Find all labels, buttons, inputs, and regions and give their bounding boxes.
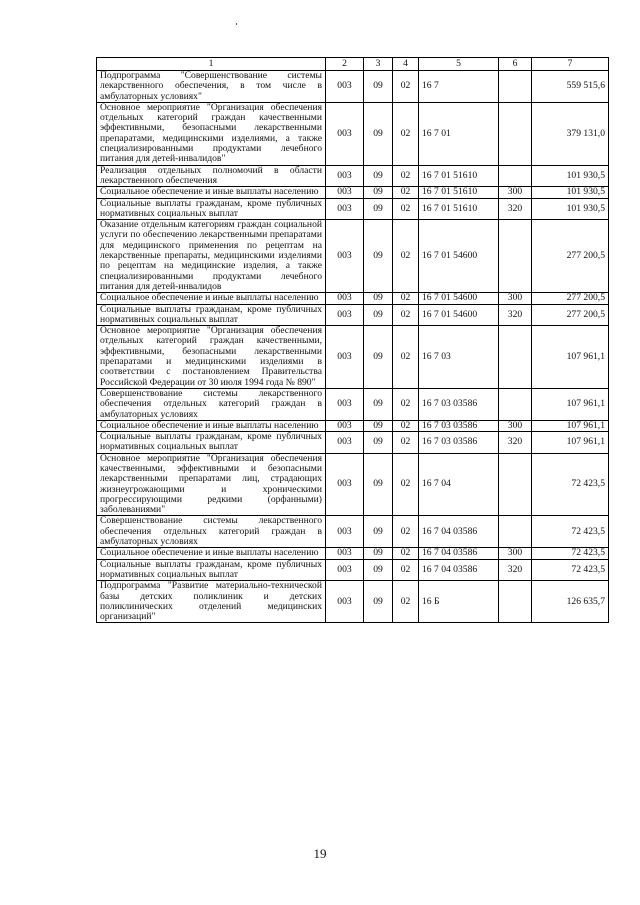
row-admin-code: 003: [326, 388, 364, 420]
row-section-code: 09: [364, 71, 393, 103]
header-cell: 4: [393, 58, 419, 71]
row-admin-code: 003: [326, 220, 364, 293]
table-body: [97, 71, 609, 623]
row-expense-type: 320: [499, 304, 532, 326]
row-admin-code: 003: [326, 187, 364, 198]
row-name: Социальные выплаты гражданам, кроме публичных нормативных социальных выплат: [97, 304, 326, 326]
row-subsection-code: 02: [393, 548, 419, 559]
row-amount: 277 200,5: [532, 220, 609, 293]
row-target-code: 16 7: [419, 71, 499, 103]
row-name: Основное мероприятие "Организация обеспечения отдельных категорий граждан качественными эффективными, безопасными лекарственными препаратами, медицинскими изделиями, а также специализированными продуктами лечебного питания для детей-инвалидов": [97, 102, 326, 165]
row-expense-type: [499, 71, 532, 103]
row-section-code: 09: [364, 548, 393, 559]
row-subsection-code: 02: [393, 326, 419, 389]
row-section-code: 09: [364, 516, 393, 548]
table-row: [97, 220, 609, 293]
row-amount: 277 200,5: [532, 293, 609, 304]
table-row: [97, 165, 609, 187]
row-name: Социальные выплаты гражданам, кроме публичных нормативных социальных выплат: [97, 198, 326, 220]
row-subsection-code: 02: [393, 516, 419, 548]
row-admin-code: 003: [326, 548, 364, 559]
row-amount: 101 930,5: [532, 198, 609, 220]
row-section-code: 09: [364, 304, 393, 326]
row-subsection-code: 02: [393, 581, 419, 623]
row-target-code: 16 Б: [419, 581, 499, 623]
table-header-row: [97, 58, 609, 71]
row-amount: 72 423,5: [532, 559, 609, 581]
row-admin-code: 003: [326, 453, 364, 516]
row-target-code: 16 7 03 03586: [419, 432, 499, 454]
header-cell: 3: [364, 58, 393, 71]
row-section-code: 09: [364, 581, 393, 623]
table-row: [97, 326, 609, 389]
header-cell: 7: [532, 58, 609, 71]
row-target-code: 16 7 04 03586: [419, 548, 499, 559]
row-amount: 101 930,5: [532, 187, 609, 198]
scan-mark: [236, 23, 237, 25]
table-row: [97, 304, 609, 326]
row-expense-type: 300: [499, 548, 532, 559]
table-row: [97, 102, 609, 165]
row-admin-code: 003: [326, 326, 364, 389]
row-name: Совершенствование системы лекарственного обеспечения отдельных категорий граждан в амбулаторных условиях: [97, 516, 326, 548]
row-target-code: 16 7 01 54600: [419, 304, 499, 326]
row-admin-code: 003: [326, 559, 364, 581]
row-target-code: 16 7 01 51610: [419, 198, 499, 220]
row-expense-type: 320: [499, 198, 532, 220]
row-expense-type: [499, 581, 532, 623]
page-number: 19: [313, 846, 327, 861]
row-target-code: 16 7 03 03586: [419, 420, 499, 431]
table-row: [97, 548, 609, 559]
row-target-code: 16 7 01: [419, 102, 499, 165]
row-target-code: 16 7 04: [419, 453, 499, 516]
table-row: [97, 71, 609, 103]
row-subsection-code: 02: [393, 71, 419, 103]
row-expense-type: 320: [499, 432, 532, 454]
row-target-code: 16 7 01 54600: [419, 293, 499, 304]
row-expense-type: [499, 220, 532, 293]
row-expense-type: 320: [499, 559, 532, 581]
header-cell: 2: [326, 58, 364, 71]
row-subsection-code: 02: [393, 220, 419, 293]
row-name: Совершенствование системы лекарственного обеспечения отдельных категорий граждан в амбулаторных условиях: [97, 388, 326, 420]
row-section-code: 09: [364, 326, 393, 389]
row-name: Социальное обеспечение и иные выплаты населению: [97, 187, 326, 198]
row-expense-type: 300: [499, 420, 532, 431]
row-admin-code: 003: [326, 516, 364, 548]
table-row: [97, 293, 609, 304]
row-target-code: 16 7 01 54600: [419, 220, 499, 293]
row-name: Социальное обеспечение и иные выплаты населению: [97, 548, 326, 559]
row-name: Реализация отдельных полномочий в области лекарственного обеспечения: [97, 165, 326, 187]
row-section-code: 09: [364, 559, 393, 581]
row-amount: 72 423,5: [532, 516, 609, 548]
row-amount: 379 131,0: [532, 102, 609, 165]
row-admin-code: 003: [326, 304, 364, 326]
row-section-code: 09: [364, 293, 393, 304]
row-expense-type: [499, 453, 532, 516]
row-target-code: 16 7 01 51610: [419, 165, 499, 187]
row-subsection-code: 02: [393, 453, 419, 516]
row-amount: 72 423,5: [532, 548, 609, 559]
row-admin-code: 003: [326, 71, 364, 103]
row-subsection-code: 02: [393, 187, 419, 198]
row-subsection-code: 02: [393, 293, 419, 304]
budget-table: [96, 57, 609, 623]
header-cell: 1: [97, 58, 326, 71]
row-name: Социальное обеспечение и иные выплаты населению: [97, 293, 326, 304]
row-subsection-code: 02: [393, 165, 419, 187]
row-expense-type: [499, 102, 532, 165]
row-subsection-code: 02: [393, 559, 419, 581]
table-row: [97, 187, 609, 198]
row-name: Подпрограмма "Развитие материально-технической базы детских поликлиник и детских поликлинических отделений медицинских организаций": [97, 581, 326, 623]
row-amount: 107 961,1: [532, 326, 609, 389]
table-row: [97, 516, 609, 548]
row-expense-type: [499, 326, 532, 389]
table-row: [97, 388, 609, 420]
row-name: Социальное обеспечение и иные выплаты населению: [97, 420, 326, 431]
row-expense-type: [499, 516, 532, 548]
row-section-code: 09: [364, 453, 393, 516]
row-admin-code: 003: [326, 102, 364, 165]
row-section-code: 09: [364, 102, 393, 165]
row-admin-code: 003: [326, 165, 364, 187]
row-target-code: 16 7 04 03586: [419, 559, 499, 581]
table-row: [97, 453, 609, 516]
row-name: Подпрограмма "Совершенствование системы лекарственного обеспечения, в том числе в амбулаторных условиях": [97, 71, 326, 103]
row-subsection-code: 02: [393, 102, 419, 165]
row-amount: 277 200,5: [532, 304, 609, 326]
row-target-code: 16 7 04 03586: [419, 516, 499, 548]
row-name: Основное мероприятие "Организация обеспечения качественными, эффективными и безопасными лекарственными препаратами лиц, страдающих жизнеугрожающими и хроническими прогрессирующими редкими (орфанными) заболеваниями": [97, 453, 326, 516]
row-admin-code: 003: [326, 420, 364, 431]
row-admin-code: 003: [326, 198, 364, 220]
row-amount: 559 515,6: [532, 71, 609, 103]
row-expense-type: 300: [499, 293, 532, 304]
table-row: [97, 432, 609, 454]
table-row: [97, 198, 609, 220]
row-amount: 101 930,5: [532, 165, 609, 187]
row-section-code: 09: [364, 432, 393, 454]
row-admin-code: 003: [326, 581, 364, 623]
row-admin-code: 003: [326, 432, 364, 454]
row-subsection-code: 02: [393, 198, 419, 220]
row-name: Социальные выплаты гражданам, кроме публичных нормативных социальных выплат: [97, 559, 326, 581]
table-row: [97, 420, 609, 431]
row-admin-code: 003: [326, 293, 364, 304]
row-subsection-code: 02: [393, 388, 419, 420]
header-cell: 5: [419, 58, 499, 71]
row-section-code: 09: [364, 220, 393, 293]
row-amount: 107 961,1: [532, 388, 609, 420]
row-expense-type: 300: [499, 187, 532, 198]
table-row: [97, 559, 609, 581]
row-target-code: 16 7 01 51610: [419, 187, 499, 198]
row-name: Оказание отдельным категориям граждан социальной услуги по обеспечению лекарственными препаратами для медицинского применения по рецептам на лекарственные препараты, медицинскими изделиями по рецептам на медицинские изделия, а также специализированными продуктами лечебного питания для детей-инвалидов: [97, 220, 326, 293]
header-cell: 6: [499, 58, 532, 71]
row-amount: 72 423,5: [532, 453, 609, 516]
row-section-code: 09: [364, 388, 393, 420]
row-section-code: 09: [364, 420, 393, 431]
row-amount: 107 961,1: [532, 432, 609, 454]
row-name: Основное мероприятие "Организация обеспечения отдельных категорий граждан качественными, эффективными, безопасными лекарственными препаратами и медицинскими изделиями в соответствии с постановлением Правительства Российской Федерации от 30 июля 1994 года № 890": [97, 326, 326, 389]
row-expense-type: [499, 388, 532, 420]
row-amount: 107 961,1: [532, 420, 609, 431]
row-target-code: 16 7 03 03586: [419, 388, 499, 420]
row-subsection-code: 02: [393, 432, 419, 454]
row-subsection-code: 02: [393, 304, 419, 326]
row-expense-type: [499, 165, 532, 187]
row-section-code: 09: [364, 187, 393, 198]
row-section-code: 09: [364, 165, 393, 187]
row-name: Социальные выплаты гражданам, кроме публичных нормативных социальных выплат: [97, 432, 326, 454]
table-row: [97, 581, 609, 623]
row-target-code: 16 7 03: [419, 326, 499, 389]
row-subsection-code: 02: [393, 420, 419, 431]
row-section-code: 09: [364, 198, 393, 220]
row-amount: 126 635,7: [532, 581, 609, 623]
